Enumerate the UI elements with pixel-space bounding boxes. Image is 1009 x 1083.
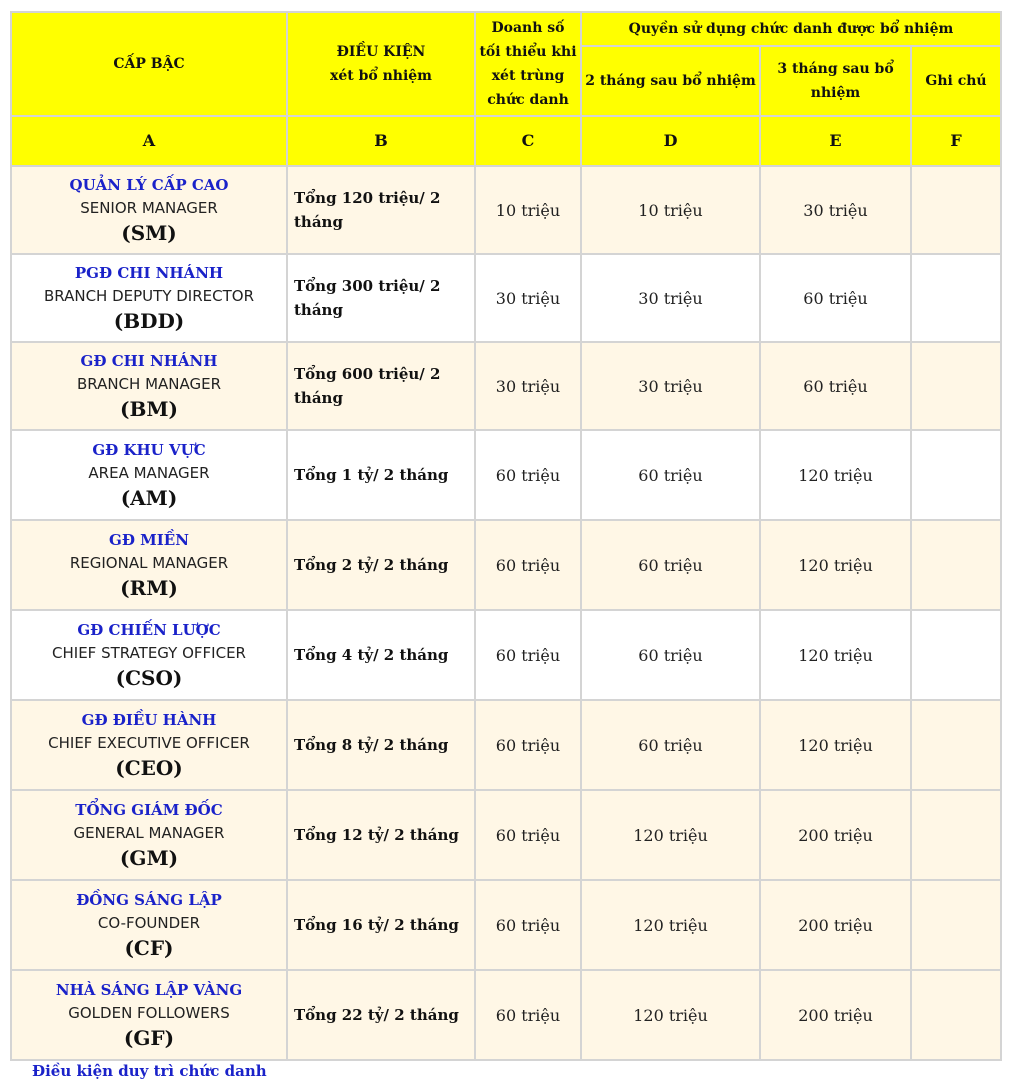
rights-2months-cell: 60 triệu — [581, 430, 760, 520]
header-condition — [287, 12, 475, 116]
rank-en: BRANCH DEPUTY DIRECTOR — [44, 287, 254, 305]
rights-3months-cell: 200 triệu — [760, 970, 911, 1060]
rank-table-container — [10, 11, 1000, 1061]
rank-cell — [11, 790, 287, 880]
letter-b: B — [287, 116, 475, 166]
header-min-sales-line4: chức danh — [487, 92, 569, 108]
rank-en: AREA MANAGER — [88, 464, 210, 482]
rights-2months-cell: 10 triệu — [581, 166, 760, 254]
condition-cell: Tổng 16 tỷ/ 2 tháng — [287, 880, 475, 970]
letter-e: E — [760, 116, 911, 166]
rank-en: REGIONAL MANAGER — [69, 554, 229, 572]
rights-2months-cell: 120 triệu — [581, 880, 760, 970]
condition-cell — [287, 254, 475, 342]
header-row-letters — [11, 116, 1001, 166]
condition-line1: Tổng 600 triệu/ 2 — [294, 365, 441, 383]
header-3months-line1: 3 tháng sau bổ — [777, 61, 894, 77]
header-2months: 2 tháng sau bổ nhiệm — [581, 46, 760, 116]
condition-line1: Tổng 300 triệu/ 2 — [294, 277, 441, 295]
rights-3months-cell: 30 triệu — [760, 166, 911, 254]
rights-2months-cell: 60 triệu — [581, 520, 760, 610]
rank-code: (BM) — [120, 397, 178, 421]
condition-cell: Tổng 2 tỷ/ 2 tháng — [287, 520, 475, 610]
rights-3months-cell: 120 triệu — [760, 610, 911, 700]
rank-vn: NHÀ SÁNG LẬP VÀNG — [55, 981, 243, 999]
rank-code: (AM) — [120, 486, 178, 510]
condition-line2: tháng — [294, 301, 343, 319]
rank-cell — [11, 430, 287, 520]
note-cell — [911, 166, 1001, 254]
condition-line2: tháng — [294, 389, 343, 407]
rank-vn: TỔNG GIÁM ĐỐC — [75, 801, 223, 819]
min-sales-cell: 60 triệu — [475, 970, 581, 1060]
note-cell — [911, 880, 1001, 970]
rights-3months-cell: 120 triệu — [760, 700, 911, 790]
min-sales-cell: 60 triệu — [475, 520, 581, 610]
rank-en: BRANCH MANAGER — [76, 375, 222, 393]
note-cell — [911, 342, 1001, 430]
header-note: Ghi chú — [911, 46, 1001, 116]
table-row — [11, 790, 1001, 880]
min-sales-cell: 60 triệu — [475, 430, 581, 520]
condition-line2: tháng — [294, 213, 343, 231]
min-sales-cell: 60 triệu — [475, 790, 581, 880]
condition-cell: Tổng 12 tỷ/ 2 tháng — [287, 790, 475, 880]
note-cell — [911, 430, 1001, 520]
letter-a: A — [11, 116, 287, 166]
rank-vn: GĐ KHU VỰC — [92, 441, 206, 459]
rank-en: CHIEF EXECUTIVE OFFICER — [48, 734, 250, 752]
rank-cell — [11, 610, 287, 700]
letter-f: F — [911, 116, 1001, 166]
header-min-sales-line3: xét trùng — [491, 68, 565, 84]
table-row — [11, 430, 1001, 520]
rank-code: (CSO) — [115, 666, 183, 690]
table-row — [11, 610, 1001, 700]
header-3months — [760, 46, 911, 116]
note-cell — [911, 254, 1001, 342]
table-row — [11, 254, 1001, 342]
condition-cell: Tổng 22 tỷ/ 2 tháng — [287, 970, 475, 1060]
rank-cell — [11, 700, 287, 790]
table-row — [11, 700, 1001, 790]
header-min-sales — [475, 12, 581, 116]
table-row — [11, 342, 1001, 430]
note-cell — [911, 610, 1001, 700]
rights-2months-cell: 120 triệu — [581, 790, 760, 880]
rank-vn: GĐ CHI NHÁNH — [80, 352, 218, 370]
rank-cell — [11, 342, 287, 430]
rank-code: (BDD) — [113, 309, 185, 333]
rank-vn: PGĐ CHI NHÁNH — [74, 264, 224, 282]
header-3months-line2: nhiệm — [810, 85, 861, 101]
min-sales-cell: 10 triệu — [475, 166, 581, 254]
table-row — [11, 880, 1001, 970]
rank-cell — [11, 166, 287, 254]
rank-code: (GM) — [119, 846, 179, 870]
letter-d: D — [581, 116, 760, 166]
rank-cell — [11, 880, 287, 970]
rank-en: SENIOR MANAGER — [80, 199, 218, 217]
header-rights-group: Quyền sử dụng chức danh được bổ nhiệm — [581, 12, 1001, 46]
rights-3months-cell: 60 triệu — [760, 342, 911, 430]
rank-en: CO-FOUNDER — [97, 914, 201, 932]
note-cell — [911, 790, 1001, 880]
rights-2months-cell: 60 triệu — [581, 700, 760, 790]
header-condition-line2: xét bổ nhiệm — [330, 68, 432, 84]
condition-cell — [287, 166, 475, 254]
rank-vn: GĐ ĐIỀU HÀNH — [81, 711, 217, 729]
header-min-sales-line1: Doanh số — [491, 20, 565, 36]
rights-3months-cell: 120 triệu — [760, 520, 911, 610]
header-row-top — [11, 12, 1001, 46]
rank-code: (RM) — [120, 576, 178, 600]
min-sales-cell: 60 triệu — [475, 700, 581, 790]
rank-cell — [11, 520, 287, 610]
rights-2months-cell: 30 triệu — [581, 254, 760, 342]
rank-code: (CEO) — [115, 756, 183, 780]
rights-3months-cell: 200 triệu — [760, 880, 911, 970]
header-rank: CẤP BẬC — [11, 12, 287, 116]
rights-3months-cell: 120 triệu — [760, 430, 911, 520]
rank-en: GOLDEN FOLLOWERS — [68, 1004, 230, 1022]
rank-vn: GĐ CHIẾN LƯỢC — [77, 621, 221, 639]
rights-2months-cell: 120 triệu — [581, 970, 760, 1060]
rights-2months-cell: 60 triệu — [581, 610, 760, 700]
table-row — [11, 970, 1001, 1060]
condition-cell: Tổng 8 tỷ/ 2 tháng — [287, 700, 475, 790]
rank-cell — [11, 254, 287, 342]
condition-cell: Tổng 4 tỷ/ 2 tháng — [287, 610, 475, 700]
condition-cell — [287, 342, 475, 430]
rank-vn: QUẢN LÝ CẤP CAO — [69, 176, 229, 194]
rank-code: (GF) — [123, 1026, 175, 1050]
note-cell — [911, 520, 1001, 610]
rank-code: (SM) — [121, 221, 177, 245]
condition-line1: Tổng 120 triệu/ 2 — [294, 189, 441, 207]
header-min-sales-line2: tối thiểu khi — [479, 44, 577, 60]
letter-c: C — [475, 116, 581, 166]
rights-3months-cell: 60 triệu — [760, 254, 911, 342]
rank-vn: ĐỒNG SÁNG LẬP — [76, 891, 222, 909]
rank-table — [10, 11, 1002, 1061]
table-row — [11, 520, 1001, 610]
header-condition-line1: ĐIỀU KIỆN — [336, 44, 426, 60]
rank-en: CHIEF STRATEGY OFFICER — [52, 644, 246, 662]
table-row — [11, 166, 1001, 254]
min-sales-cell: 30 triệu — [475, 342, 581, 430]
rights-3months-cell: 200 triệu — [760, 790, 911, 880]
rank-vn: GĐ MIỀN — [109, 531, 189, 549]
min-sales-cell: 60 triệu — [475, 610, 581, 700]
note-cell — [911, 970, 1001, 1060]
note-cell — [911, 700, 1001, 790]
rank-cell — [11, 970, 287, 1060]
rank-en: GENERAL MANAGER — [73, 824, 225, 842]
rank-code: (CF) — [124, 936, 174, 960]
min-sales-cell: 30 triệu — [475, 254, 581, 342]
min-sales-cell: 60 triệu — [475, 880, 581, 970]
condition-cell: Tổng 1 tỷ/ 2 tháng — [287, 430, 475, 520]
rights-2months-cell: 30 triệu — [581, 342, 760, 430]
footer-note: Điều kiện duy trì chức danh — [32, 1062, 267, 1080]
